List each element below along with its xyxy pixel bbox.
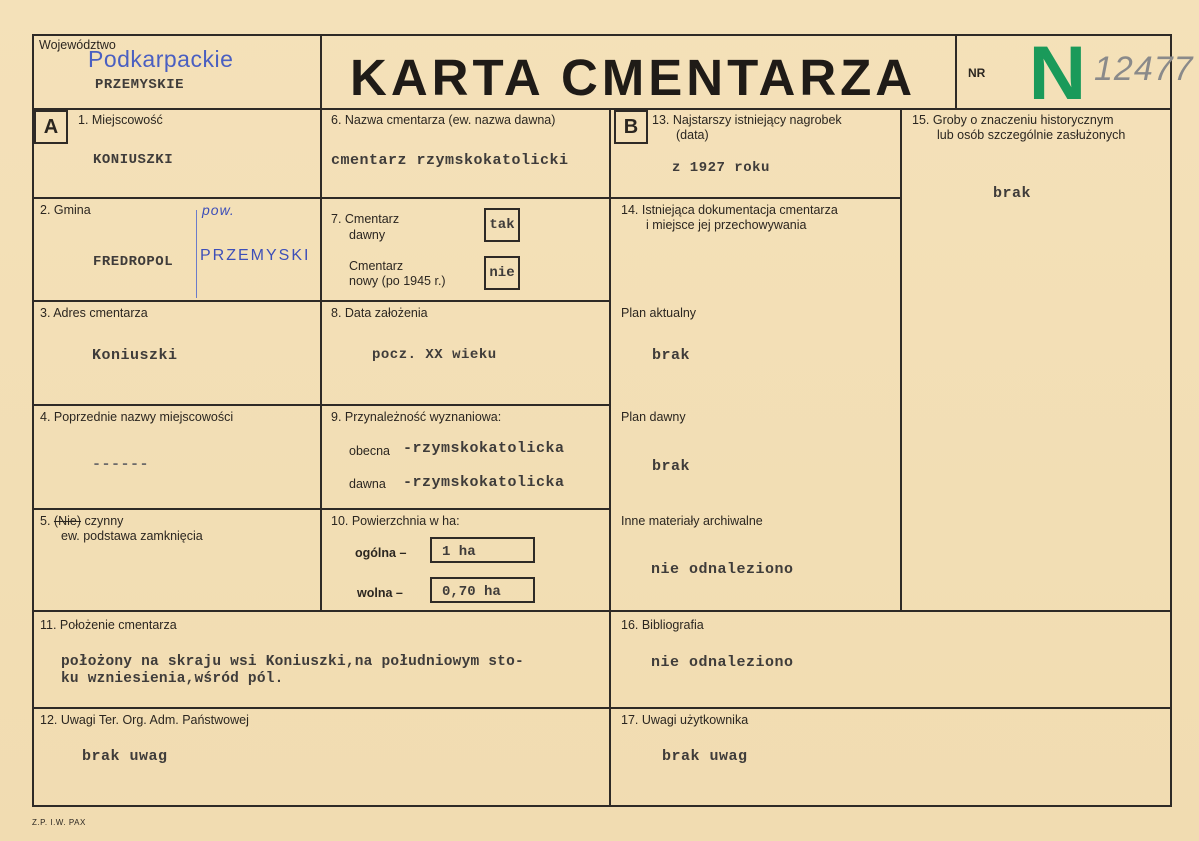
f17-value: brak uwag — [662, 748, 748, 765]
plan-dawny-value: brak — [652, 458, 691, 475]
f10-label: 10. Powierzchnia w ha: — [331, 514, 460, 528]
f7-label2: dawny — [349, 228, 386, 242]
f1-value: KONIUSZKI — [93, 152, 174, 168]
f12-label: 12. Uwagi Ter. Org. Adm. Państwowej — [40, 713, 249, 727]
f10-wolna-box: 0,70 ha — [430, 577, 535, 603]
f16-label: 16. Bibliografia — [621, 618, 704, 632]
f5-label2: ew. podstawa zamknięcia — [61, 529, 203, 543]
f15-label2: lub osób szczególnie zasłużonych — [937, 128, 1126, 142]
border-top — [32, 34, 1172, 36]
f8-label: 8. Data założenia — [331, 306, 428, 320]
row-line-3 — [32, 404, 611, 406]
f9-obecna-label: obecna — [349, 444, 391, 458]
border-right — [1170, 34, 1172, 807]
plan-aktualny-value: brak — [652, 347, 691, 364]
nr-letter: N — [1028, 31, 1087, 116]
row-line-1b — [320, 197, 900, 199]
header-vline-2 — [955, 34, 957, 110]
f16-value: nie odnaleziono — [651, 654, 794, 671]
f7-box: tak — [484, 208, 520, 242]
header-divider — [32, 108, 1172, 110]
f3-label: 3. Adres cmentarza — [40, 306, 148, 320]
inne-label: Inne materiały archiwalne — [621, 514, 763, 528]
f5-rest: czynny — [81, 514, 124, 528]
f13-label2: (data) — [676, 128, 709, 142]
f9-obecna: -rzymskokatolicka — [403, 440, 565, 457]
f10-ogolna-label: ogólna – — [355, 546, 407, 560]
border-bottom — [32, 805, 1172, 807]
col-divider-1 — [320, 108, 322, 612]
f17-label: 17. Uwagi użytkownika — [621, 713, 749, 727]
row-line-2 — [32, 300, 611, 302]
f7-new-label2: nowy (po 1945 r.) — [349, 274, 446, 288]
f5-label — [40, 514, 123, 529]
f14-label: 14. Istniejąca dokumentacja cmentarza — [621, 203, 838, 217]
footer-printer: Z.P. I.W. PAX — [32, 818, 86, 827]
nr-label: NR — [968, 66, 986, 80]
wojewodztwo-stamp: Podkarpackie — [88, 46, 234, 72]
f13-value: z 1927 roku — [672, 160, 770, 176]
plan-aktualny-label: Plan aktualny — [621, 306, 697, 320]
f9-label: 9. Przynależność wyznaniowa: — [331, 410, 502, 424]
col-divider-3 — [900, 108, 902, 612]
f12-value: brak uwag — [82, 748, 168, 765]
f1-label: 1. Miejscowość — [78, 113, 163, 127]
f2-hand-value: PRZEMYSKI — [200, 247, 311, 264]
f7-new-box: nie — [484, 256, 520, 290]
f11-line2: ku wzniesienia,wśród pól. — [61, 671, 284, 687]
section-b-box: B — [614, 110, 648, 144]
f4-value: ------ — [92, 456, 150, 473]
f15-value: brak — [993, 185, 1032, 202]
col-divider-2 — [609, 108, 611, 807]
f2-blue-line — [196, 210, 197, 298]
f9-dawna-label: dawna — [349, 477, 386, 491]
wojewodztwo-typed: PRZEMYSKIE — [95, 77, 185, 93]
inne-value: nie odnaleziono — [651, 561, 794, 578]
f10-ogolna-box: 1 ha — [430, 537, 535, 563]
f6-value: cmentarz rzymskokatolicki — [331, 152, 569, 169]
f4-label: 4. Poprzednie nazwy miejscowości — [40, 410, 234, 424]
f15-label: 15. Groby o znaczeniu historycznym — [912, 113, 1114, 127]
f3-value: Koniuszki — [92, 347, 178, 364]
row-line-1 — [32, 197, 322, 199]
f2-value: FREDROPOL — [93, 254, 174, 270]
border-left — [32, 34, 34, 807]
f14-label2: i miejsce jej przechowywania — [646, 218, 807, 232]
nr-number: 12477 — [1094, 50, 1194, 88]
row-line-6 — [32, 707, 1172, 709]
f5-struck: (Nie) — [53, 514, 82, 528]
plan-dawny-label: Plan dawny — [621, 410, 686, 424]
f9-dawna: -rzymskokatolicka — [403, 474, 565, 491]
row-line-5 — [32, 610, 1172, 612]
f11-line1: położony na skraju wsi Koniuszki,na południowym sto- — [61, 654, 524, 670]
wojewodztwo-label: Województwo — [39, 38, 116, 52]
f2-hand-small: pow. — [202, 202, 235, 218]
f6-label: 6. Nazwa cmentarza (ew. nazwa dawna) — [331, 113, 556, 127]
row-line-4 — [32, 508, 611, 510]
page-title: KARTA CMENTARZA — [350, 49, 917, 106]
f11-label: 11. Położenie cmentarza — [40, 618, 177, 632]
section-a-box: A — [34, 110, 68, 144]
f8-value: pocz. XX wieku — [372, 347, 497, 363]
f7-new-label: Cmentarz — [349, 259, 404, 273]
f2-label: 2. Gmina — [40, 203, 91, 217]
f7-label: 7. Cmentarz — [331, 212, 400, 226]
f5-prefix: 5. — [40, 514, 51, 528]
f10-wolna-label: wolna – — [357, 586, 403, 600]
f13-label: 13. Najstarszy istniejący nagrobek — [652, 113, 842, 127]
header-vline-1 — [320, 34, 322, 110]
